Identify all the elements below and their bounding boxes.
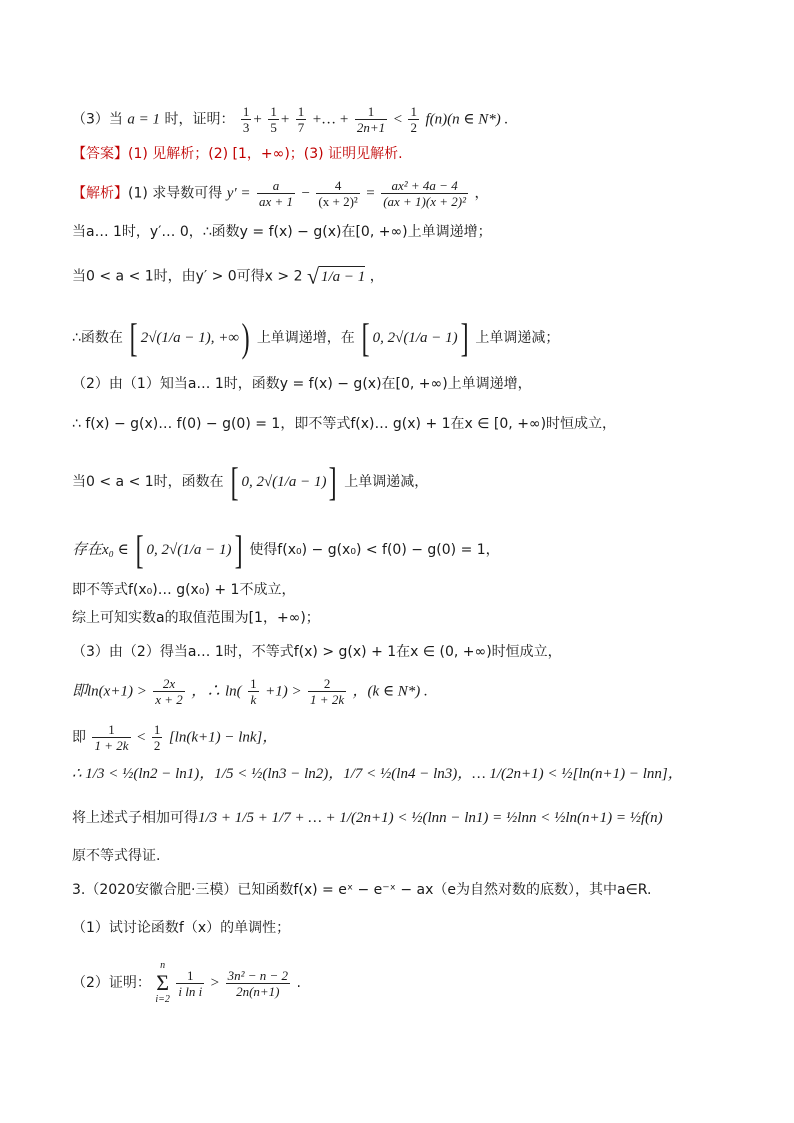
analysis-line-3: 当0 < a < 1时，由y′ > 0可得x > 2 √ 1/a − 1 ，: [72, 263, 384, 289]
equals: =: [366, 185, 375, 202]
part3-prefix: （3）当: [72, 111, 123, 128]
derivative-label: y′ =: [226, 185, 251, 202]
part3-condition: a = 1: [127, 111, 160, 128]
frac-1-5: $\frac{1}{5}$: [270, 104, 277, 135]
analysis-line-13: 即 $\frac{1}{1 + 2k}$ < $\frac{1}{2}$ [ln(k+1) − lnk]，: [72, 722, 278, 753]
summation-symbol: n Σ i=2: [155, 960, 170, 1005]
frac-a: $\frac{a}{ax + 1}$: [259, 178, 294, 209]
part3-statement: （3）当 a = 1 时，证明： $\frac{1}{3}$ + $\frac{1}{5}$ + $\frac{1}{7}$ +… + $\frac{1}{2n+1}$ < $\frac{1}{2}$ f(n)(n ∈ N*) .: [72, 104, 509, 135]
analysis-line-6: ∴ f(x) − g(x)… f(0) − g(0) = 1，即不等式f(x)… g(x) + 1在x ∈ [0, +∞)时恒成立，: [72, 416, 617, 432]
analysis-line-1: [72, 178, 488, 209]
analysis-line-5: （2）由（1）知当a… 1时，函数y = f(x) − g(x)在[0, +∞)上单调递增，: [72, 376, 532, 392]
frac-last: $\frac{1}{2n+1}$: [356, 104, 386, 135]
question-3-part-2: （2）证明： n Σ i=2 $\frac{1}{\text{i ln i}}$ > $\frac{\text{3n² − n − 2}}{2n(n+1)}$ .: [72, 960, 301, 1005]
part3-prove-label: 时，证明：: [164, 111, 235, 128]
analysis-l1-text: (1) 求导数可得: [128, 185, 223, 202]
analysis-line-11: （3）由（2）得当a… 1时，不等式f(x) > g(x) + 1在x ∈ (0, +∞)时恒成立，: [72, 644, 562, 660]
interval-increasing: 2√(1/a − 1), +∞: [140, 330, 240, 346]
frac-4: $\frac{4}{\text{(x + 2)²}}$: [318, 178, 358, 209]
analysis-line-4: ∴函数在 [ 2√(1/a − 1), +∞) 上单调递增，在 [ 0, 2√(1/a − 1)] 上单调递减；: [72, 315, 560, 360]
frac-combined: $\frac{\text{ax² + 4a − 4}}{\text{(ax + 1)(x + 2)²}}$: [383, 178, 466, 209]
answer-line: [72, 144, 403, 164]
question-3-part-1: （1）试讨论函数f（x）的单调性；: [72, 920, 291, 936]
answer-text: (1) 见解析；(2) [1，+∞)；(3) 证明见解析.: [128, 146, 403, 162]
analysis-line-16: 原不等式得证.: [72, 848, 161, 864]
analysis-line-2: 当a… 1时，y′… 0，∴函数y = f(x) − g(x)在[0, +∞)上单调递增；: [72, 224, 492, 240]
frac-1-3: $\frac{1}{3}$: [242, 104, 250, 135]
lt-sign: <: [393, 111, 403, 128]
analysis-line-7: 当0 < a < 1时，函数在 [ 0, 2√(1/a − 1)] 上单调递减，: [72, 459, 429, 504]
analysis-line-8: 存在x₀ ∈ [ 0, 2√(1/a − 1)] 使得f(x₀) − g(x₀) < f(0) − g(0) = 1，: [72, 527, 500, 572]
analysis-line-15: 将上述式子相加可得1/3 + 1/5 + 1/7 + … + 1/(2n+1) < ½(lnn − ln1) = ½lnn < ½ln(n+1) = ½f(n): [72, 810, 663, 826]
analysis-line-9: 即不等式f(x₀)… g(x₀) + 1不成立，: [72, 582, 296, 598]
question-3-header: 3.（2020安徽合肥·三模）已知函数f(x) = eˣ − e⁻ˣ − ax（e为自然对数的底数），其中a∈R.: [72, 882, 652, 898]
analysis-line-10: 综上可知实数a的取值范围为[1，+∞)；: [72, 610, 320, 626]
part3-tail: f(n)(n ∈ N*) .: [425, 111, 509, 128]
analysis-line-14: ∴ 1/3 < ½(ln2 − ln1)，1/5 < ½(ln3 − ln2)，1/7 < ½(ln4 − ln3)，… 1/(2n+1) < ½[ln(n+1) − lnn]，: [72, 766, 683, 782]
analysis-tag: 【解析】: [72, 185, 128, 202]
analysis-line-12: 即ln(x+1) > $\frac{2x}{x + 2}$ ，∴ ln( $\frac{1}{k}$ +1) > $\frac{2}{1 + 2k}$ ，(k ∈ N*) .: [72, 676, 428, 707]
frac-half: $\frac{1}{2}$: [410, 104, 417, 135]
frac-1-7: $\frac{1}{7}$: [297, 104, 305, 135]
sqrt-expr: √ 1/a − 1: [306, 263, 366, 289]
comma: ，: [474, 185, 489, 202]
interval-decreasing: 0, 2√(1/a − 1): [372, 330, 458, 346]
dots: +… +: [312, 111, 349, 128]
answer-tag: 【答案】: [72, 146, 128, 162]
minus: −: [301, 185, 310, 202]
